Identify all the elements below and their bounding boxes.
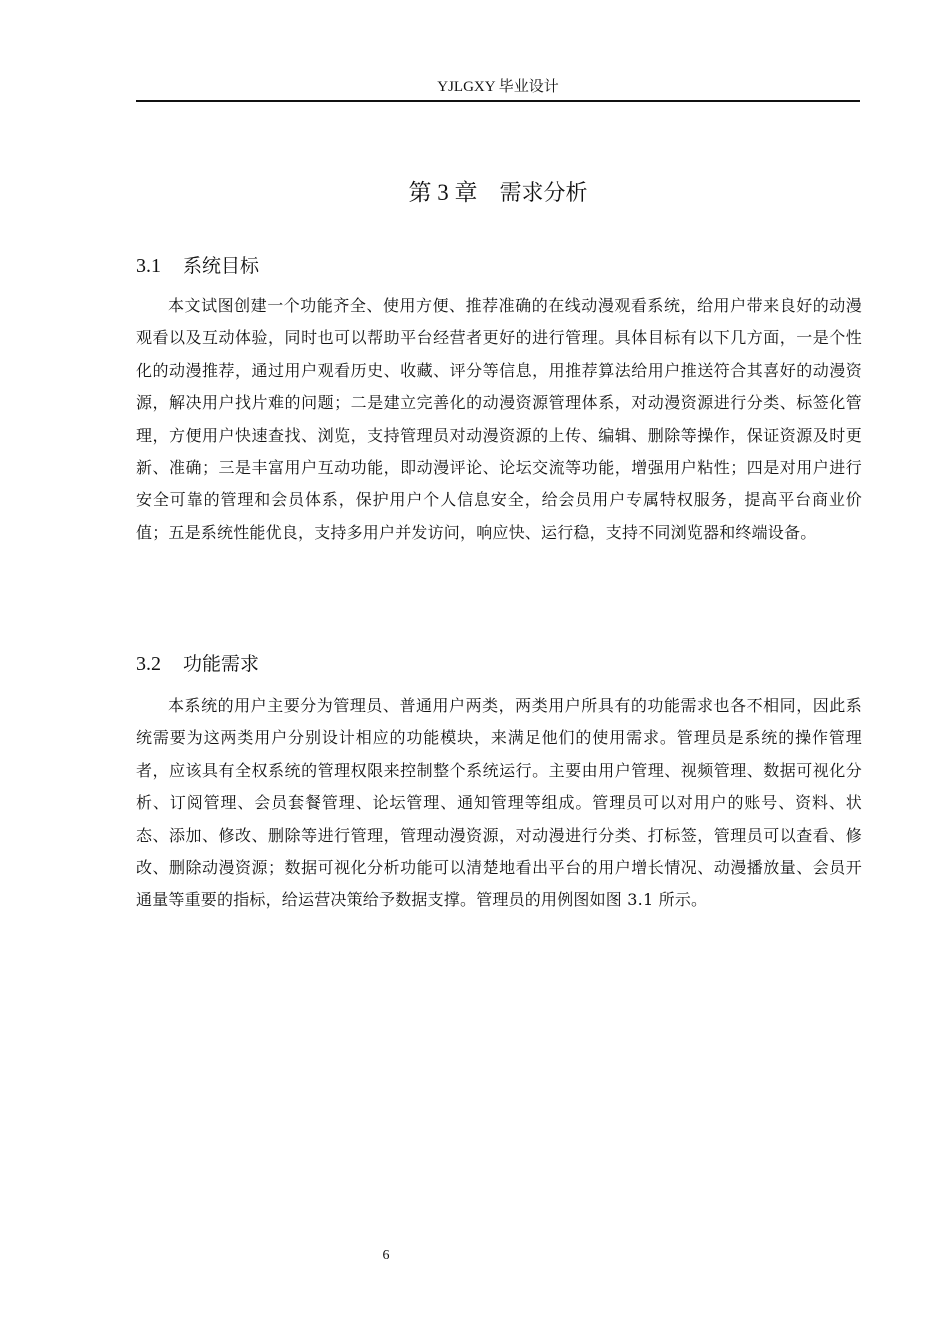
section-number: 3.2 bbox=[136, 653, 161, 675]
chapter-number: 第 3 章 bbox=[408, 180, 478, 205]
header-rule bbox=[136, 100, 860, 102]
section-heading-3-1 bbox=[136, 252, 259, 280]
page-header: YJLGXY 毕业设计 bbox=[437, 79, 559, 95]
section-3-1-paragraph: 本文试图创建一个功能齐全、使用方便、推荐准确的在线动漫观看系统，给用户带来良好的动漫观看以及互动体验，同时也可以帮助平台经营者更好的进行管理。具体目标有以下几方面，一是个性化的动漫推荐，通过用户观看历史、收藏、评分等信息，用推荐算法给用户推送符合其喜好的动漫资源，解决用户找片难的问题；二是建立完善化的动漫资源管理体系，对动漫资源进行分类、标签化管理，方便用户快速查找、浏览，支持管理员对动漫资源的上传、编辑、删除等操作，保证资源及时更新、准确；三是丰富用户互动功能，即动漫评论、论坛交流等功能，增强用户粘性；四是对用户进行安全可靠的管理和会员体系，保护用户个人信息安全，给会员用户专属特权服务，提高平台商业价值；五是系统性能优良，支持多用户并发访问，响应快、运行稳，支持不同浏览器和终端设备。 bbox=[136, 296, 862, 542]
section-title: 系统目标 bbox=[183, 255, 260, 277]
section-3-2-paragraph: 本系统的用户主要分为管理员、普通用户两类，两类用户所具有的功能需求也各不相同，因此系统需要为这两类用户分别设计相应的功能模块，来满足他们的使用需求。管理员是系统的操作管理者，应该具有全权系统的管理权限来控制整个系统运行。主要由用户管理、视频管理、数据可视化分析、订阅管理、会员套餐管理、论坛管理、通知管理等组成。管理员可以对用户的账号、资料、状态、添加、修改、删除等进行管理，管理动漫资源，对动漫进行分类、打标签，管理员可以查看、修改、删除动漫资源；数据可视化分析功能可以清楚地看出平台的用户增长情况、动漫播放量、会员开通量等重要的指标，给运营决策给予数据支撑。管理员的用例图如图 3.1 所示。 bbox=[136, 696, 862, 910]
section-title: 功能需求 bbox=[183, 653, 260, 675]
page-number: 6 bbox=[382, 1248, 390, 1263]
section-heading-3-2 bbox=[136, 650, 259, 678]
section-number: 3.1 bbox=[136, 255, 161, 277]
chapter-name: 需求分析 bbox=[499, 181, 588, 206]
chapter-title bbox=[136, 176, 860, 211]
